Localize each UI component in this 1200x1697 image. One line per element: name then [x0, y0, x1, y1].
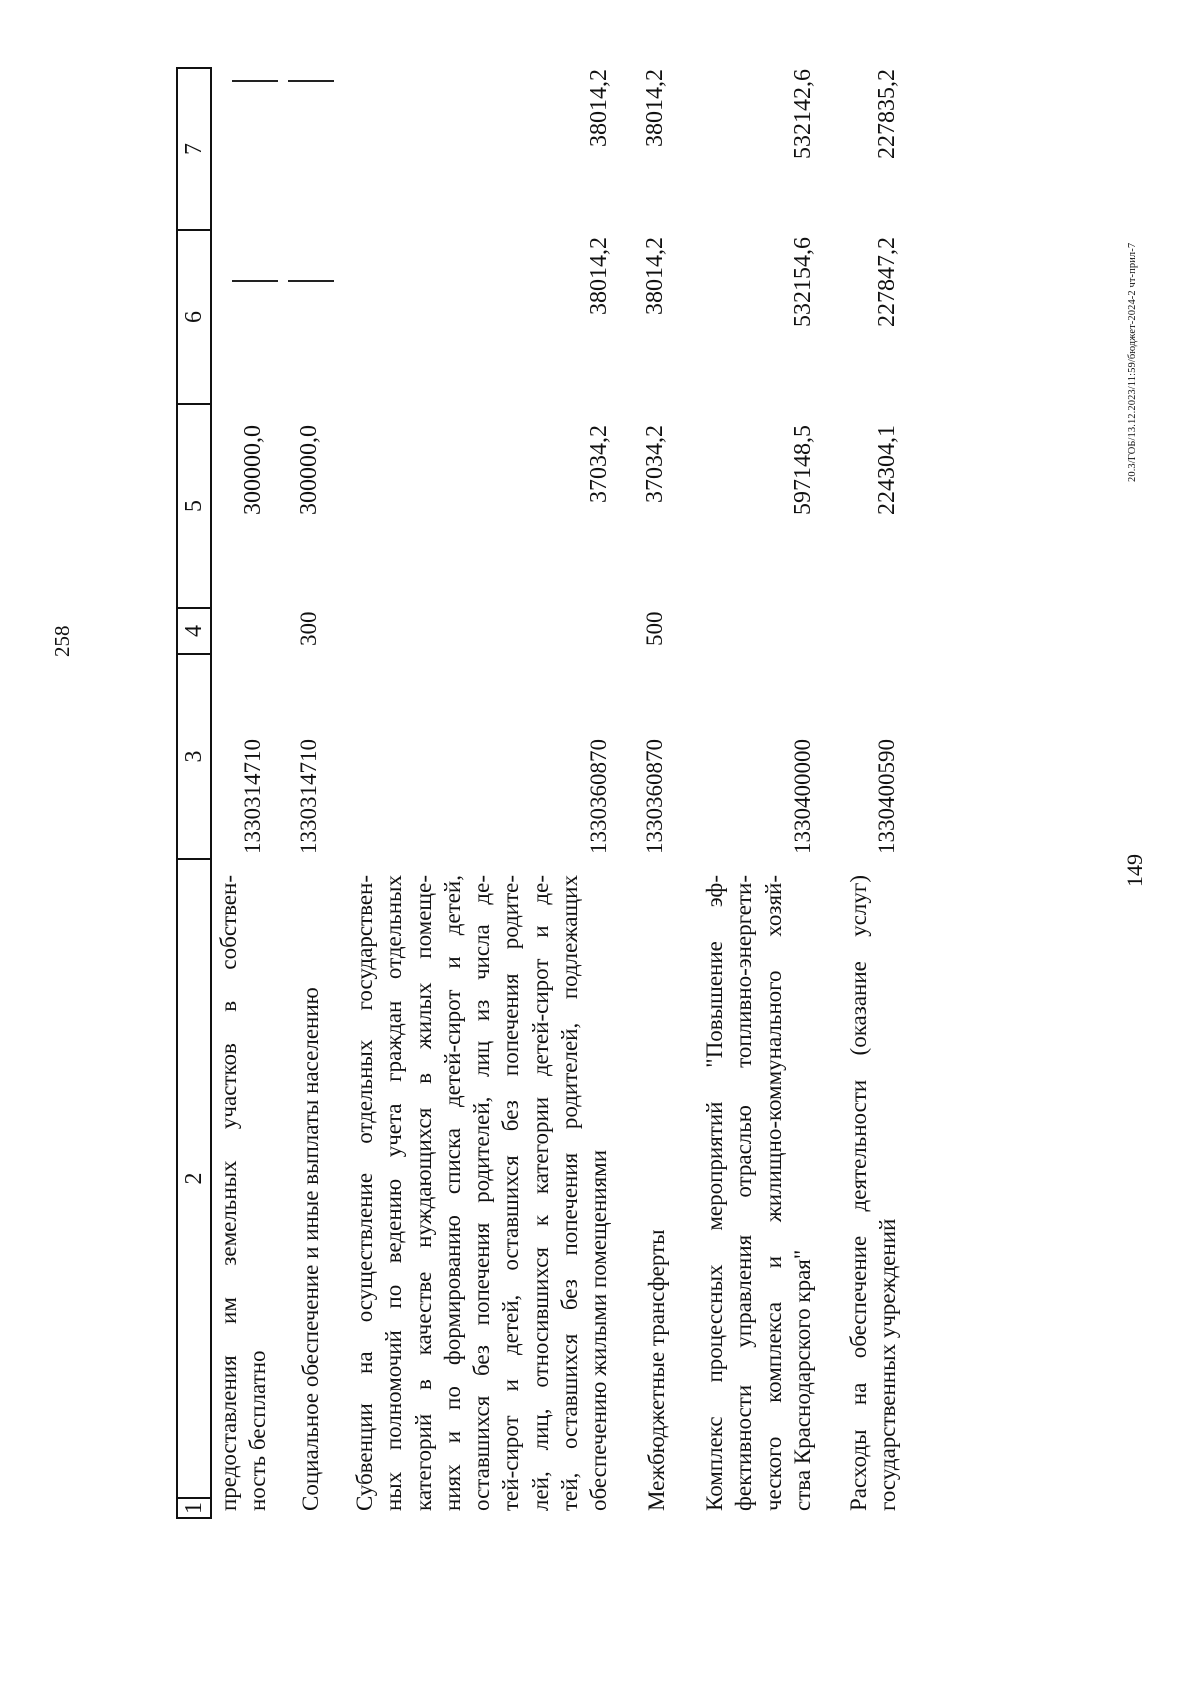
description-line: ность бесплатно [245, 1350, 271, 1511]
table-row-description [350, 875, 614, 1511]
sheet-number: 258 [50, 625, 74, 657]
table-row-code: 1330400000 [790, 739, 815, 854]
description-line: государственных учреждений [875, 1218, 901, 1511]
table-row-value-col5: 300000,0 [296, 425, 322, 515]
header-col-divider [176, 1517, 212, 1519]
table-row-value-col5: 37034,2 [642, 425, 668, 503]
table-row-type: 500 [642, 611, 667, 646]
table-row-value-col5: 300000,0 [240, 425, 266, 515]
table-row-value-col6: 532154,6 [790, 237, 816, 327]
description-line: ства Краснодарского края" [789, 1249, 815, 1511]
description-line: Расходы на обеспечение деятельности (оказание услуг) [846, 875, 871, 1511]
description-line: Комплекс процессных мероприятий "Повышение эф- [702, 875, 727, 1511]
description-line: предоставления им земельных участков в собствен- [216, 875, 241, 1511]
description-line: Межбюджетные трансферты [644, 1229, 669, 1511]
description-line: ческого комплекса и жилищно-коммунального хозяй- [760, 875, 786, 1511]
description-line: ниях и по формированию списка детей-сирот и детей, [439, 875, 465, 1511]
page-number: 149 [1122, 854, 1147, 887]
description-line: лей, лиц, относившихся к категории детей-сирот и де- [527, 875, 553, 1511]
header-col-3: 3 [181, 750, 207, 763]
table-row-value-col7: 227835,2 [874, 69, 900, 159]
table-row-code: 1330314710 [296, 739, 321, 854]
table-row-value-col7: 532142,6 [790, 69, 816, 159]
table-row-value-col5: 224304,1 [874, 425, 900, 515]
table-row-value-col5: 37034,2 [586, 425, 612, 503]
table-row-code: 1330360870 [642, 739, 667, 854]
header-col-6: 6 [181, 311, 207, 323]
table-row-value-col6: 38014,2 [586, 237, 612, 315]
table-row-value-col7: 38014,2 [586, 69, 612, 147]
description-line: тей-сирот и детей, оставшихся без попечения родите- [498, 875, 524, 1511]
table-row-description [296, 875, 325, 1511]
table-row-value-col7: 38014,2 [642, 69, 668, 147]
table-row-code: 1330400590 [874, 739, 899, 854]
header-col-5: 5 [181, 500, 207, 512]
header-col-2: 2 [181, 1172, 207, 1185]
description-line: обеспечению жилыми помещениями [586, 1149, 612, 1511]
table-row-description [844, 875, 903, 1511]
header-col-1: 1 [181, 1502, 207, 1514]
empty-dash [232, 80, 278, 82]
description-line: категорий в качестве нуждающихся в жилых помеще- [410, 875, 436, 1511]
table-row-description [642, 875, 671, 1511]
description-line: ных полномочий по ведению учета граждан отдельных [381, 875, 407, 1511]
description-line: тей, оставшихся без попечения родителей, подлежащих [557, 875, 583, 1511]
table-row-code: 1330360870 [586, 739, 611, 854]
description-line: фективности управления отраслью топливно-энергети- [731, 875, 757, 1511]
description-line: Субвенции на осуществление отдельных государствен- [352, 875, 377, 1511]
table-row-value-col5: 597148,5 [790, 425, 816, 515]
table-row-description [214, 875, 273, 1511]
table-row-type: 300 [296, 611, 321, 646]
header-col-7: 7 [181, 143, 207, 155]
empty-dash [288, 280, 334, 282]
empty-dash [232, 280, 278, 282]
table-row-value-col6: 227847,2 [874, 237, 900, 327]
footer-code: 20.3/ГОБ/13.12.2023/11:59/бюджет-2024-2 чт-прил-7 [1127, 242, 1138, 482]
description-line: оставшихся без попечения родителей, лиц из числа де- [469, 875, 495, 1511]
header-col-4: 4 [181, 625, 207, 637]
empty-dash [288, 80, 334, 82]
description-line: Социальное обеспечение и иные выплаты населению [298, 987, 323, 1511]
table-row-description [700, 875, 817, 1511]
table-row-code: 1330314710 [240, 739, 265, 854]
table-row-value-col6: 38014,2 [642, 237, 668, 315]
